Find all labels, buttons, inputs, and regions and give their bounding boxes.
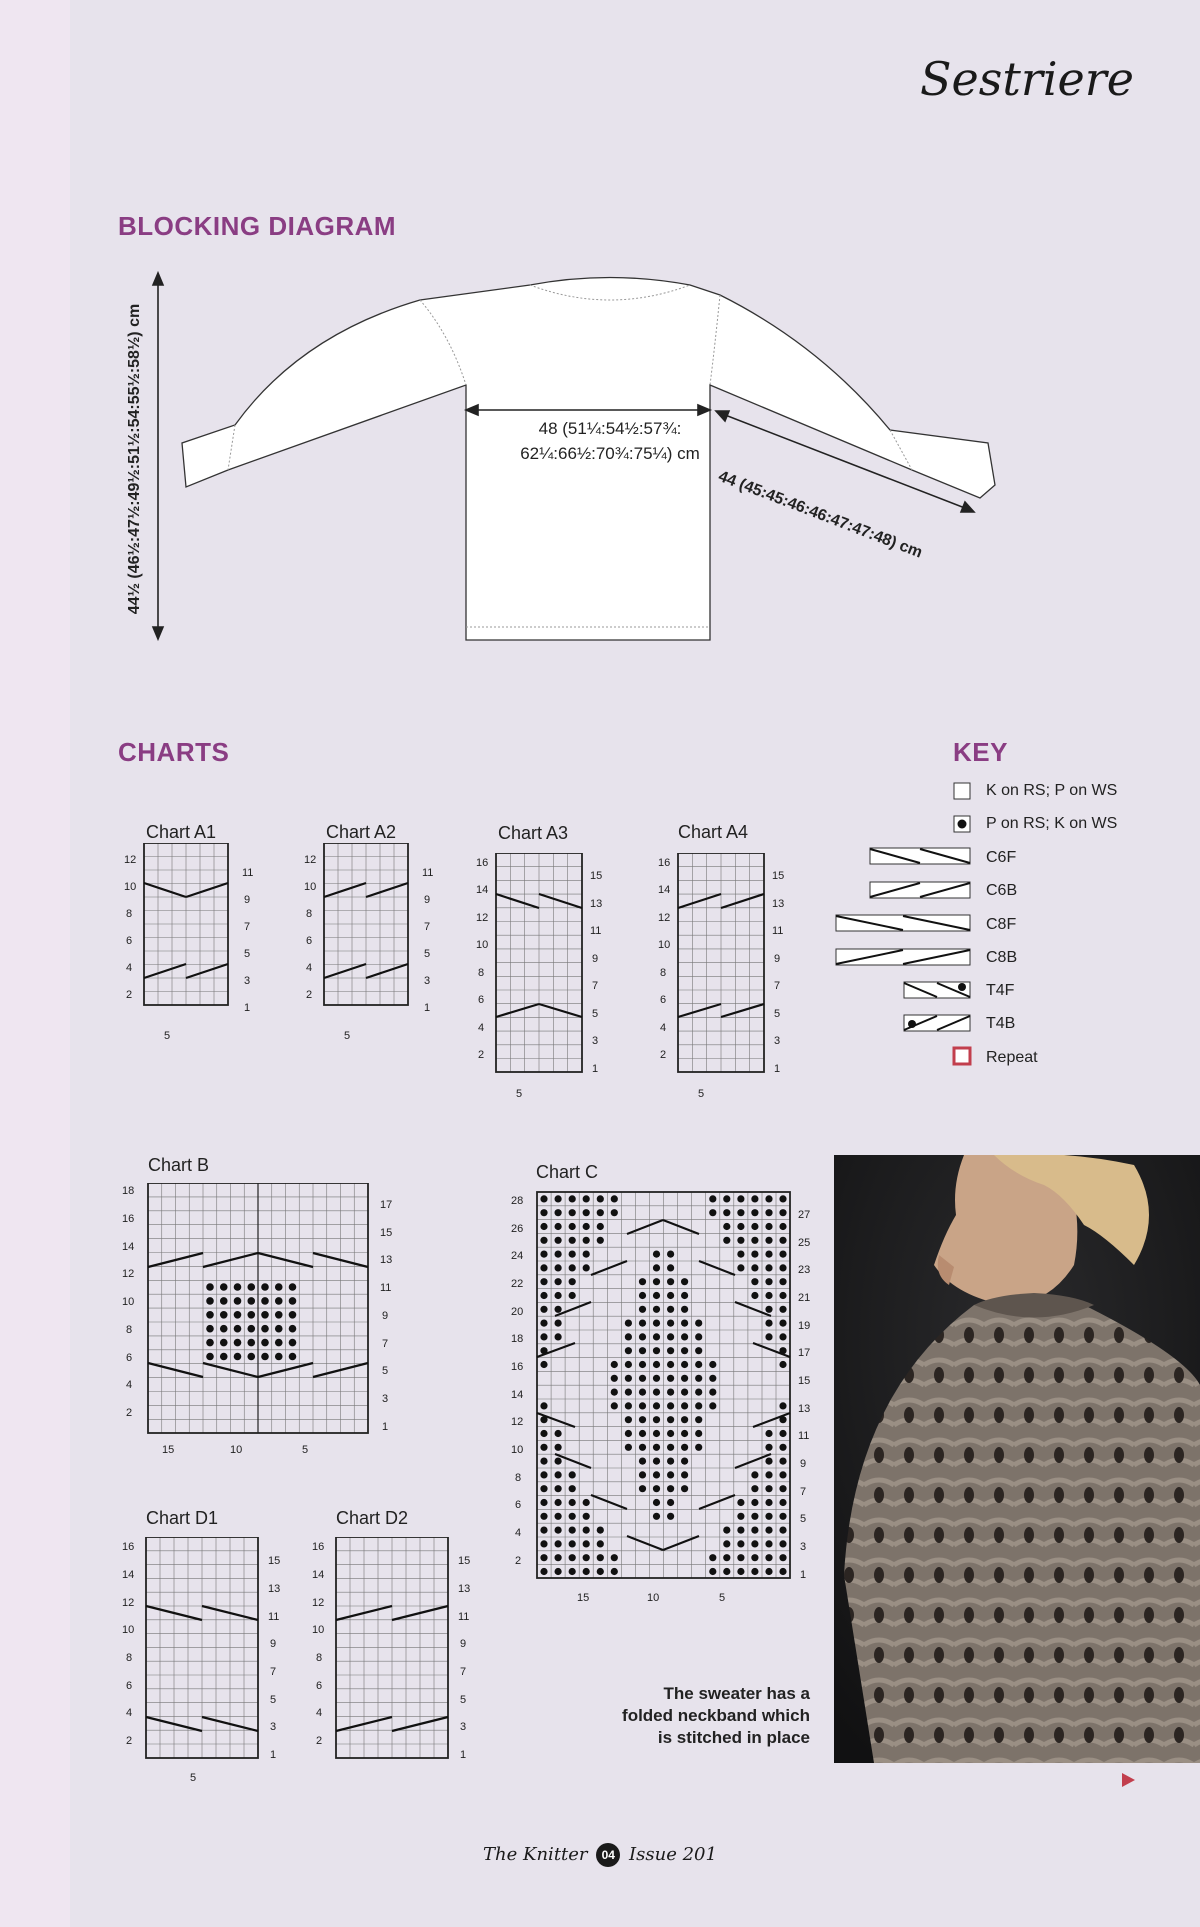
key-label-c8b: C8B [986, 949, 1018, 966]
svg-text:16: 16 [312, 1541, 325, 1553]
svg-text:5: 5 [244, 948, 251, 960]
svg-text:15: 15 [798, 1375, 811, 1387]
svg-text:14: 14 [658, 884, 671, 896]
key-symbols [830, 778, 980, 1068]
svg-text:11: 11 [268, 1611, 280, 1623]
svg-text:8: 8 [126, 908, 133, 920]
svg-text:8: 8 [515, 1472, 522, 1484]
svg-text:15: 15 [268, 1555, 281, 1567]
svg-text:13: 13 [458, 1583, 471, 1595]
svg-text:23: 23 [798, 1264, 811, 1276]
svg-text:3: 3 [244, 975, 251, 987]
svg-text:3: 3 [382, 1393, 389, 1405]
sweater-photo [834, 1155, 1200, 1763]
page-footer [0, 1843, 1200, 1867]
chest-width-line-1: 48 (51¼:54½:57¾: [538, 419, 682, 438]
svg-text:5: 5 [516, 1088, 523, 1100]
chart-c-title: Chart C [536, 1162, 599, 1182]
svg-text:6: 6 [478, 994, 485, 1006]
key-label-knit: K on RS; P on WS [986, 782, 1118, 799]
sleeve-length-label: 44 (45:45:46:46:47:47:48) cm [715, 468, 925, 562]
svg-text:14: 14 [511, 1389, 524, 1401]
svg-text:4: 4 [306, 962, 313, 974]
svg-text:1: 1 [270, 1749, 277, 1761]
svg-text:14: 14 [122, 1241, 135, 1253]
svg-text:6: 6 [126, 1680, 133, 1692]
blocking-diagram-heading: BLOCKING DIAGRAM [118, 211, 397, 241]
svg-text:15: 15 [590, 870, 603, 882]
svg-text:3: 3 [800, 1541, 807, 1553]
svg-text:3: 3 [460, 1721, 467, 1733]
svg-text:5: 5 [344, 1030, 351, 1042]
svg-text:5: 5 [302, 1444, 309, 1456]
svg-text:1: 1 [800, 1569, 807, 1581]
page-title: Sestriere [920, 52, 1134, 106]
svg-text:10: 10 [647, 1592, 660, 1604]
key-label-t4b: T4B [986, 1015, 1016, 1032]
svg-text:12: 12 [312, 1597, 325, 1609]
svg-text:11: 11 [798, 1430, 810, 1442]
svg-text:11: 11 [380, 1282, 392, 1294]
caption-line-2: folded neckband which [622, 1706, 810, 1725]
svg-text:9: 9 [460, 1638, 467, 1650]
svg-text:16: 16 [476, 857, 489, 869]
svg-text:20: 20 [511, 1306, 524, 1318]
key-label-t4f: T4F [986, 982, 1015, 999]
svg-text:5: 5 [382, 1365, 389, 1377]
key-label-c6f: C6F [986, 849, 1017, 866]
svg-text:9: 9 [800, 1458, 807, 1470]
svg-text:7: 7 [244, 921, 251, 933]
svg-text:15: 15 [772, 870, 785, 882]
svg-text:10: 10 [122, 1624, 135, 1636]
svg-text:9: 9 [592, 953, 599, 965]
svg-text:6: 6 [126, 935, 133, 947]
svg-text:7: 7 [592, 980, 599, 992]
svg-text:2: 2 [660, 1049, 667, 1061]
chest-width-line-2: 62¼:66½:70¾:75¼) cm [520, 444, 700, 463]
svg-text:1: 1 [774, 1063, 781, 1075]
svg-text:9: 9 [270, 1638, 277, 1650]
svg-text:12: 12 [511, 1416, 524, 1428]
svg-text:6: 6 [515, 1499, 522, 1511]
svg-text:28: 28 [511, 1195, 524, 1207]
page-margin-band [0, 0, 70, 1927]
svg-text:6: 6 [306, 935, 313, 947]
svg-text:5: 5 [592, 1008, 599, 1020]
svg-text:16: 16 [122, 1213, 135, 1225]
svg-text:4: 4 [316, 1707, 323, 1719]
svg-text:11: 11 [772, 925, 784, 937]
svg-text:15: 15 [577, 1592, 590, 1604]
chart-a3-title: Chart A3 [498, 823, 569, 843]
svg-text:1: 1 [460, 1749, 467, 1761]
svg-text:9: 9 [774, 953, 781, 965]
photo-caption [600, 1683, 810, 1749]
chart-d1-title: Chart D1 [146, 1508, 219, 1528]
svg-text:13: 13 [268, 1583, 281, 1595]
svg-text:15: 15 [162, 1444, 175, 1456]
svg-text:10: 10 [230, 1444, 243, 1456]
svg-text:12: 12 [122, 1268, 135, 1280]
svg-text:9: 9 [244, 894, 251, 906]
svg-text:15: 15 [458, 1555, 471, 1567]
svg-text:13: 13 [798, 1403, 811, 1415]
svg-text:7: 7 [270, 1666, 277, 1678]
svg-text:5: 5 [164, 1030, 171, 1042]
svg-text:12: 12 [304, 854, 317, 866]
svg-text:1: 1 [244, 1002, 251, 1014]
svg-text:5: 5 [460, 1694, 467, 1706]
svg-text:22: 22 [511, 1278, 524, 1290]
svg-text:2: 2 [126, 1735, 133, 1747]
svg-text:6: 6 [126, 1352, 133, 1364]
svg-text:7: 7 [382, 1338, 389, 1350]
svg-text:4: 4 [126, 1379, 133, 1391]
svg-text:4: 4 [126, 1707, 133, 1719]
svg-text:7: 7 [800, 1486, 807, 1498]
svg-text:8: 8 [478, 967, 485, 979]
svg-text:14: 14 [476, 884, 489, 896]
svg-text:9: 9 [424, 894, 431, 906]
footer-issue: Issue 201 [629, 1844, 717, 1865]
svg-text:5: 5 [424, 948, 431, 960]
svg-text:11: 11 [458, 1611, 470, 1623]
svg-text:8: 8 [316, 1652, 323, 1664]
svg-text:2: 2 [316, 1735, 323, 1747]
chart-c-grid [505, 1190, 835, 1610]
svg-text:1: 1 [382, 1421, 389, 1433]
svg-text:10: 10 [312, 1624, 325, 1636]
svg-text:7: 7 [774, 980, 781, 992]
caption-line-1: The sweater has a [663, 1684, 810, 1703]
svg-text:21: 21 [798, 1292, 811, 1304]
svg-text:15: 15 [380, 1227, 393, 1239]
svg-text:2: 2 [478, 1049, 485, 1061]
svg-text:2: 2 [126, 989, 133, 1001]
svg-text:10: 10 [122, 1296, 135, 1308]
chart-a1-title: Chart A1 [146, 822, 217, 842]
svg-text:12: 12 [122, 1597, 135, 1609]
svg-text:4: 4 [126, 962, 133, 974]
key-heading: KEY [953, 737, 1008, 767]
svg-text:13: 13 [772, 898, 785, 910]
svg-text:4: 4 [660, 1022, 667, 1034]
svg-text:11: 11 [242, 867, 254, 879]
svg-text:4: 4 [478, 1022, 485, 1034]
svg-text:6: 6 [660, 994, 667, 1006]
svg-text:1: 1 [592, 1063, 599, 1075]
chart-a4-grid [652, 853, 802, 1103]
chart-b-title: Chart B [148, 1155, 210, 1175]
svg-text:8: 8 [126, 1652, 133, 1664]
svg-text:18: 18 [511, 1333, 524, 1345]
svg-text:26: 26 [511, 1223, 524, 1235]
svg-text:12: 12 [658, 912, 671, 924]
svg-text:7: 7 [460, 1666, 467, 1678]
svg-text:10: 10 [304, 881, 317, 893]
chest-width-label [470, 416, 750, 466]
svg-text:10: 10 [511, 1444, 524, 1456]
svg-text:14: 14 [122, 1569, 135, 1581]
svg-text:11: 11 [590, 925, 602, 937]
caption-line-3: is stitched in place [657, 1728, 810, 1747]
svg-text:10: 10 [658, 939, 671, 951]
key-label-purl: P on RS; K on WS [986, 815, 1118, 832]
svg-text:3: 3 [592, 1035, 599, 1047]
svg-text:5: 5 [270, 1694, 277, 1706]
svg-text:8: 8 [306, 908, 313, 920]
chart-a1-grid [118, 843, 258, 1043]
svg-text:5: 5 [774, 1008, 781, 1020]
svg-text:5: 5 [800, 1513, 807, 1525]
footer-page-number: 04 [596, 1843, 620, 1867]
svg-text:9: 9 [382, 1310, 389, 1322]
svg-text:10: 10 [476, 939, 489, 951]
svg-text:3: 3 [424, 975, 431, 987]
chart-a4-title: Chart A4 [678, 822, 749, 842]
chart-a3-grid [470, 853, 620, 1103]
svg-text:16: 16 [658, 857, 671, 869]
svg-text:17: 17 [380, 1199, 393, 1211]
svg-text:3: 3 [774, 1035, 781, 1047]
chart-d2-title: Chart D2 [336, 1508, 409, 1528]
svg-text:6: 6 [316, 1680, 323, 1692]
svg-text:12: 12 [476, 912, 489, 924]
chart-b-grid [118, 1183, 398, 1463]
svg-text:1: 1 [424, 1002, 431, 1014]
svg-text:27: 27 [798, 1209, 811, 1221]
footer-magazine: The Knitter [483, 1844, 588, 1865]
svg-text:16: 16 [511, 1361, 524, 1373]
svg-text:25: 25 [798, 1237, 811, 1249]
svg-text:5: 5 [698, 1088, 705, 1100]
svg-text:3: 3 [270, 1721, 277, 1733]
svg-text:8: 8 [660, 967, 667, 979]
chart-a2-title: Chart A2 [326, 822, 397, 842]
svg-text:18: 18 [122, 1185, 135, 1197]
svg-text:14: 14 [312, 1569, 325, 1581]
svg-text:8: 8 [126, 1324, 133, 1336]
svg-text:2: 2 [306, 989, 313, 1001]
body-length-label: 44½ (46½:47½:49½:51½:54:55½:58½) cm [126, 303, 143, 615]
svg-text:7: 7 [424, 921, 431, 933]
next-page-arrow-icon [1122, 1773, 1135, 1787]
key-label-c8f: C8F [986, 916, 1017, 933]
chart-d1-grid [118, 1537, 293, 1787]
svg-text:5: 5 [190, 1772, 197, 1784]
charts-heading: CHARTS [118, 737, 230, 767]
chart-d2-grid [308, 1537, 483, 1787]
key-label-repeat: Repeat [986, 1049, 1038, 1066]
svg-text:13: 13 [590, 898, 603, 910]
svg-text:13: 13 [380, 1254, 393, 1266]
svg-text:2: 2 [126, 1407, 133, 1419]
svg-text:19: 19 [798, 1320, 811, 1332]
svg-text:16: 16 [122, 1541, 135, 1553]
svg-text:11: 11 [422, 867, 434, 879]
svg-text:17: 17 [798, 1347, 811, 1359]
key-label-c6b: C6B [986, 882, 1018, 899]
svg-text:10: 10 [124, 881, 137, 893]
chart-a2-grid [298, 843, 438, 1043]
svg-text:24: 24 [511, 1250, 524, 1262]
svg-text:4: 4 [515, 1527, 522, 1539]
svg-text:12: 12 [124, 854, 137, 866]
svg-text:2: 2 [515, 1555, 522, 1567]
svg-text:5: 5 [719, 1592, 726, 1604]
